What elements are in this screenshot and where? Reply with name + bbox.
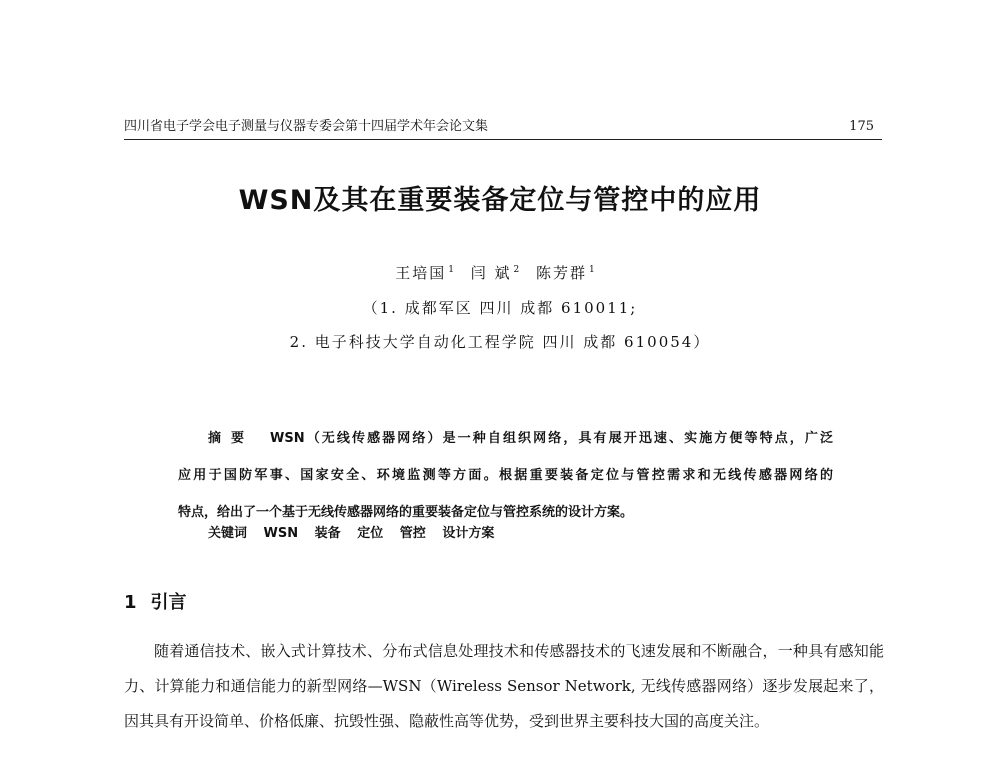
abstract-line: 特点，给出了一个基于无线传感器网络的重要装备定位与管控系统的设计方案。: [178, 505, 634, 520]
author-name: 陈芳群: [536, 264, 588, 282]
author-list: [0, 262, 1000, 283]
abstract-label: 摘要: [208, 431, 255, 446]
author-affiliation-mark: 2: [513, 265, 520, 275]
body-text: [124, 634, 884, 739]
running-header: [124, 117, 882, 140]
paper-title: WSN及其在重要装备定位与管控中的应用: [238, 185, 762, 216]
keyword: 装备: [314, 526, 341, 541]
author-name: 王培国: [395, 264, 447, 282]
keyword: 定位: [357, 526, 384, 541]
keywords: [208, 524, 506, 544]
abstract-text: WSN（无线传感器网络）是一种自组织网络，具有展开迅速、实施方便等特点，广泛: [270, 431, 833, 446]
keyword: WSN: [263, 526, 299, 541]
running-title: 四川省电子学会电子测量与仪器专委会第十四届学术年会论文集: [124, 119, 489, 134]
abstract-line: 应用于国防军事、国家安全、环境监测等方面。根据重要装备定位与管控需求和无线传感器网络的: [178, 468, 833, 483]
affiliation-line: 2. 电子科技大学自动化工程学院 四川 成都 610054）: [289, 333, 711, 351]
page-number: 175: [849, 119, 874, 134]
section-title: 引言: [150, 592, 187, 613]
keywords-label: 关键词: [208, 526, 248, 541]
affiliation-line: （1. 成都军区 四川 成都 610011;: [362, 299, 638, 317]
section-heading: [124, 588, 187, 614]
abstract-line: [178, 420, 833, 457]
author-name: 闫 斌: [470, 264, 512, 282]
author-affiliation-mark: 1: [589, 265, 595, 275]
keyword: 设计方案: [442, 526, 495, 541]
author-affiliation-mark: 1: [448, 265, 454, 275]
paragraph: 随着通信技术、嵌入式计算技术、分布式信息处理技术和传感器技术的飞速发展和不断融合，一种具有感知能力、计算能力和通信能力的新型网络—WSN（Wireless Sensor Network, 无线传感器网络）逐步发展起来了，因其具有开设简单、价格低廉、抗毁性强、隐蔽性高等优势，受到世界主要科技大国的高度关注。: [124, 642, 884, 730]
keyword: 管控: [399, 526, 426, 541]
abstract: [178, 420, 833, 531]
section-number: 1: [124, 592, 137, 613]
